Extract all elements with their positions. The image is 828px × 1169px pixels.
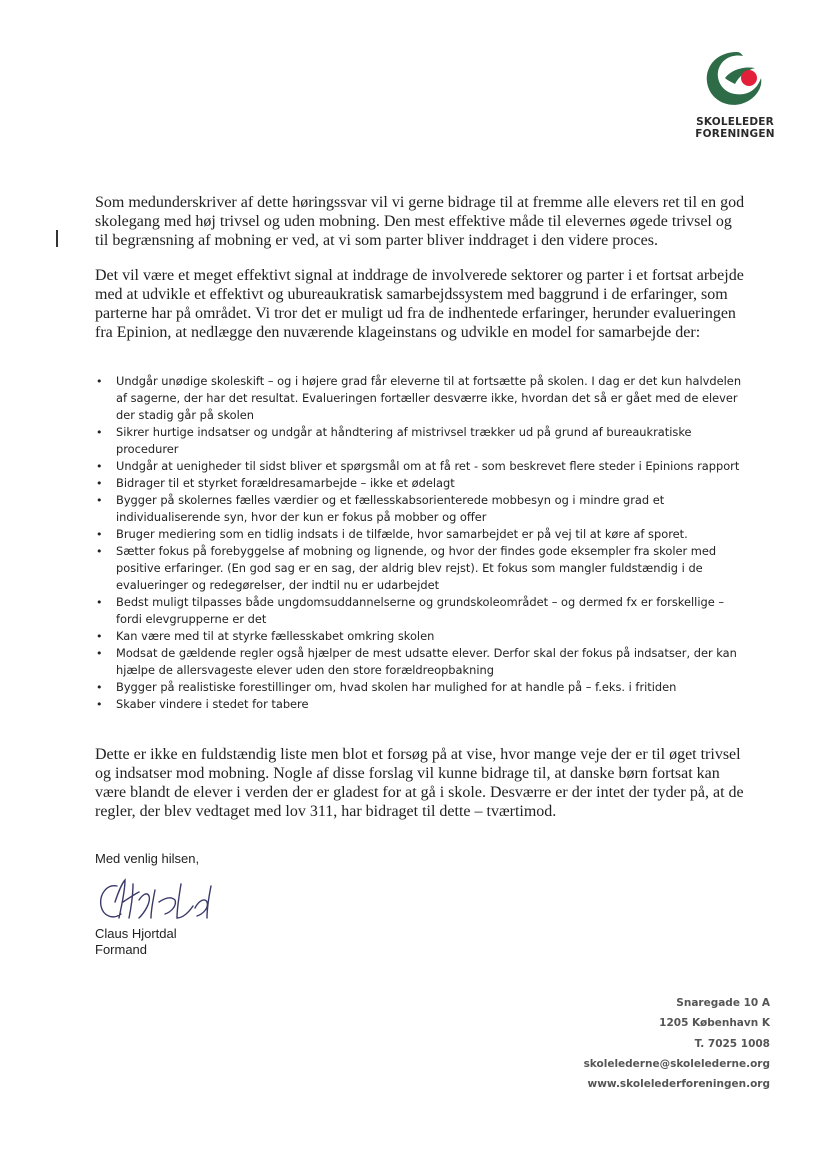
proposal-paragraph: Det vil være et meget effektivt signal at inddrage de involverede sektorer og parter i et fortsat arbejde med at udvikle et effektivt og ubureaukratisk samarbejdssystem med baggrund i de erfaringer, som parterne har på området. Vi tror det er muligt ud fra de indhentede erfaringer, herunder evalueringen fra Epinion, at nedlægge den nuværende klageinstans og udvikle en model for samarbejde der: — [95, 267, 744, 341]
logo-emblem-icon — [703, 48, 767, 114]
signer-name: Claus Hjortdal — [95, 926, 177, 941]
signer-title: Formand — [95, 942, 148, 957]
logo-text-line1: SKOLELEDER — [696, 116, 774, 128]
bullet-icon: • — [96, 460, 103, 473]
address-city: 1205 København K — [659, 1017, 770, 1030]
list-item: • Skaber vindere i stedet for tabere — [96, 697, 309, 711]
bullet-icon: • — [96, 528, 103, 541]
bullet-icon: • — [96, 647, 103, 660]
bullet-icon: • — [96, 494, 103, 507]
list-item: • Undgår at uenigheder til sidst bliver et spørgsmål om at få ret - som beskrevet flere steder i Epinions rapport — [96, 459, 740, 473]
phone-number: T. 7025 1008 — [694, 1037, 770, 1050]
bullet-icon: • — [96, 545, 103, 558]
bullet-icon: • — [96, 596, 103, 609]
logo-text-line2: FORENINGEN — [695, 128, 775, 140]
proposal-list — [96, 373, 746, 713]
list-item: • Undgår unødige skoleskift – og i højere grad får eleverne til at fortsætte på skolen. I dag er det kun halvdelen af sagerne, der har det resultat. Evalueringen fortæller desværre ikke, hvordan det så er gået med de elever der stadig går på skolen — [96, 374, 742, 422]
list-item: • Bygger på skolernes fælles værdier og et fællesskabsorienterede mobbesyn og i mindre grad et individualiserende syn, hvor der kun er fokus på mobber og offer — [96, 493, 665, 524]
margin-mark — [56, 230, 58, 247]
list-item: • Bruger mediering som en tidlig indsats i de tilfælde, hvor samarbejdet er på vej til at køre af sporet. — [96, 527, 688, 541]
list-item: • Bygger på realistiske forestillinger om, hvad skolen har mulighed for at handle på – f.eks. i fritiden — [96, 680, 677, 694]
email-link[interactable]: skolelederne@skolelederne.org — [583, 1057, 770, 1070]
bullet-icon: • — [96, 681, 103, 694]
list-item: • Bidrager til et styrket forældresamarbejde – ikke et ødelagt — [96, 476, 455, 490]
bullet-icon: • — [96, 375, 103, 388]
bullet-icon: • — [96, 426, 103, 439]
greeting: Med venlig hilsen, — [95, 851, 200, 866]
conclusion-paragraph: Dette er ikke en fuldstændig liste men blot et forsøg på at vise, hvor mange veje der er til øget trivsel og indsatser mod mobning. Nogle af disse forslag vil kunne bidrage til, at danske børn fortsat kan være blandt de elever i verden der er gladest for at gå i skole. Desværre er der intet der tyder på, at de regler, der blev vedtaget med lov 311, har bidraget til dette – tværtimod. — [95, 746, 744, 820]
list-item: • Modsat de gældende regler også hjælper de mest udsatte elever. Derfor skal der fokus på indsatser, der kan hjælpe de allersvageste elever uden den store forældreopbakning — [96, 646, 737, 677]
contact-address — [470, 993, 770, 1094]
list-item: • Bedst muligt tilpasses både ungdomsuddannelserne og grundskoleområdet – og dermed fx er forskellige – fordi elevgrupperne er det — [96, 595, 725, 626]
list-item: • Sikrer hurtige indsatser og undgår at håndtering af mistrivsel trækker ud på grund af bureaukratiske procedurer — [96, 425, 692, 456]
list-item: • Sætter fokus på forebyggelse af mobning og lignende, og hvor der findes gode eksempler fra skoler med positive erfaringer. (En god sag er en sag, der aldrig blev rejst). Et fokus som mangler fuldstændig i de evalueringer og redegørelser, der indtil nu er udarbejdet — [96, 544, 717, 592]
bullet-icon: • — [96, 698, 103, 711]
intro-paragraph: Som medunderskriver af dette høringssvar vil vi gerne bidrage til at fremme alle elevers ret til en god skolegang med høj trivsel og uden mobning. Den mest effektive måde til elevernes øgede trivsel og til begrænsning af mobning er ved, at vi som parter bliver inddraget i den videre proces. — [95, 194, 745, 249]
bullet-icon: • — [96, 630, 103, 643]
list-item: • Kan være med til at styrke fællesskabet omkring skolen — [96, 629, 435, 643]
bullet-icon: • — [96, 477, 103, 490]
address-street: Snaregade 10 A — [676, 997, 770, 1009]
website-link[interactable]: www.skolelederforeningen.org — [587, 1078, 770, 1091]
organization-logo — [690, 48, 780, 140]
